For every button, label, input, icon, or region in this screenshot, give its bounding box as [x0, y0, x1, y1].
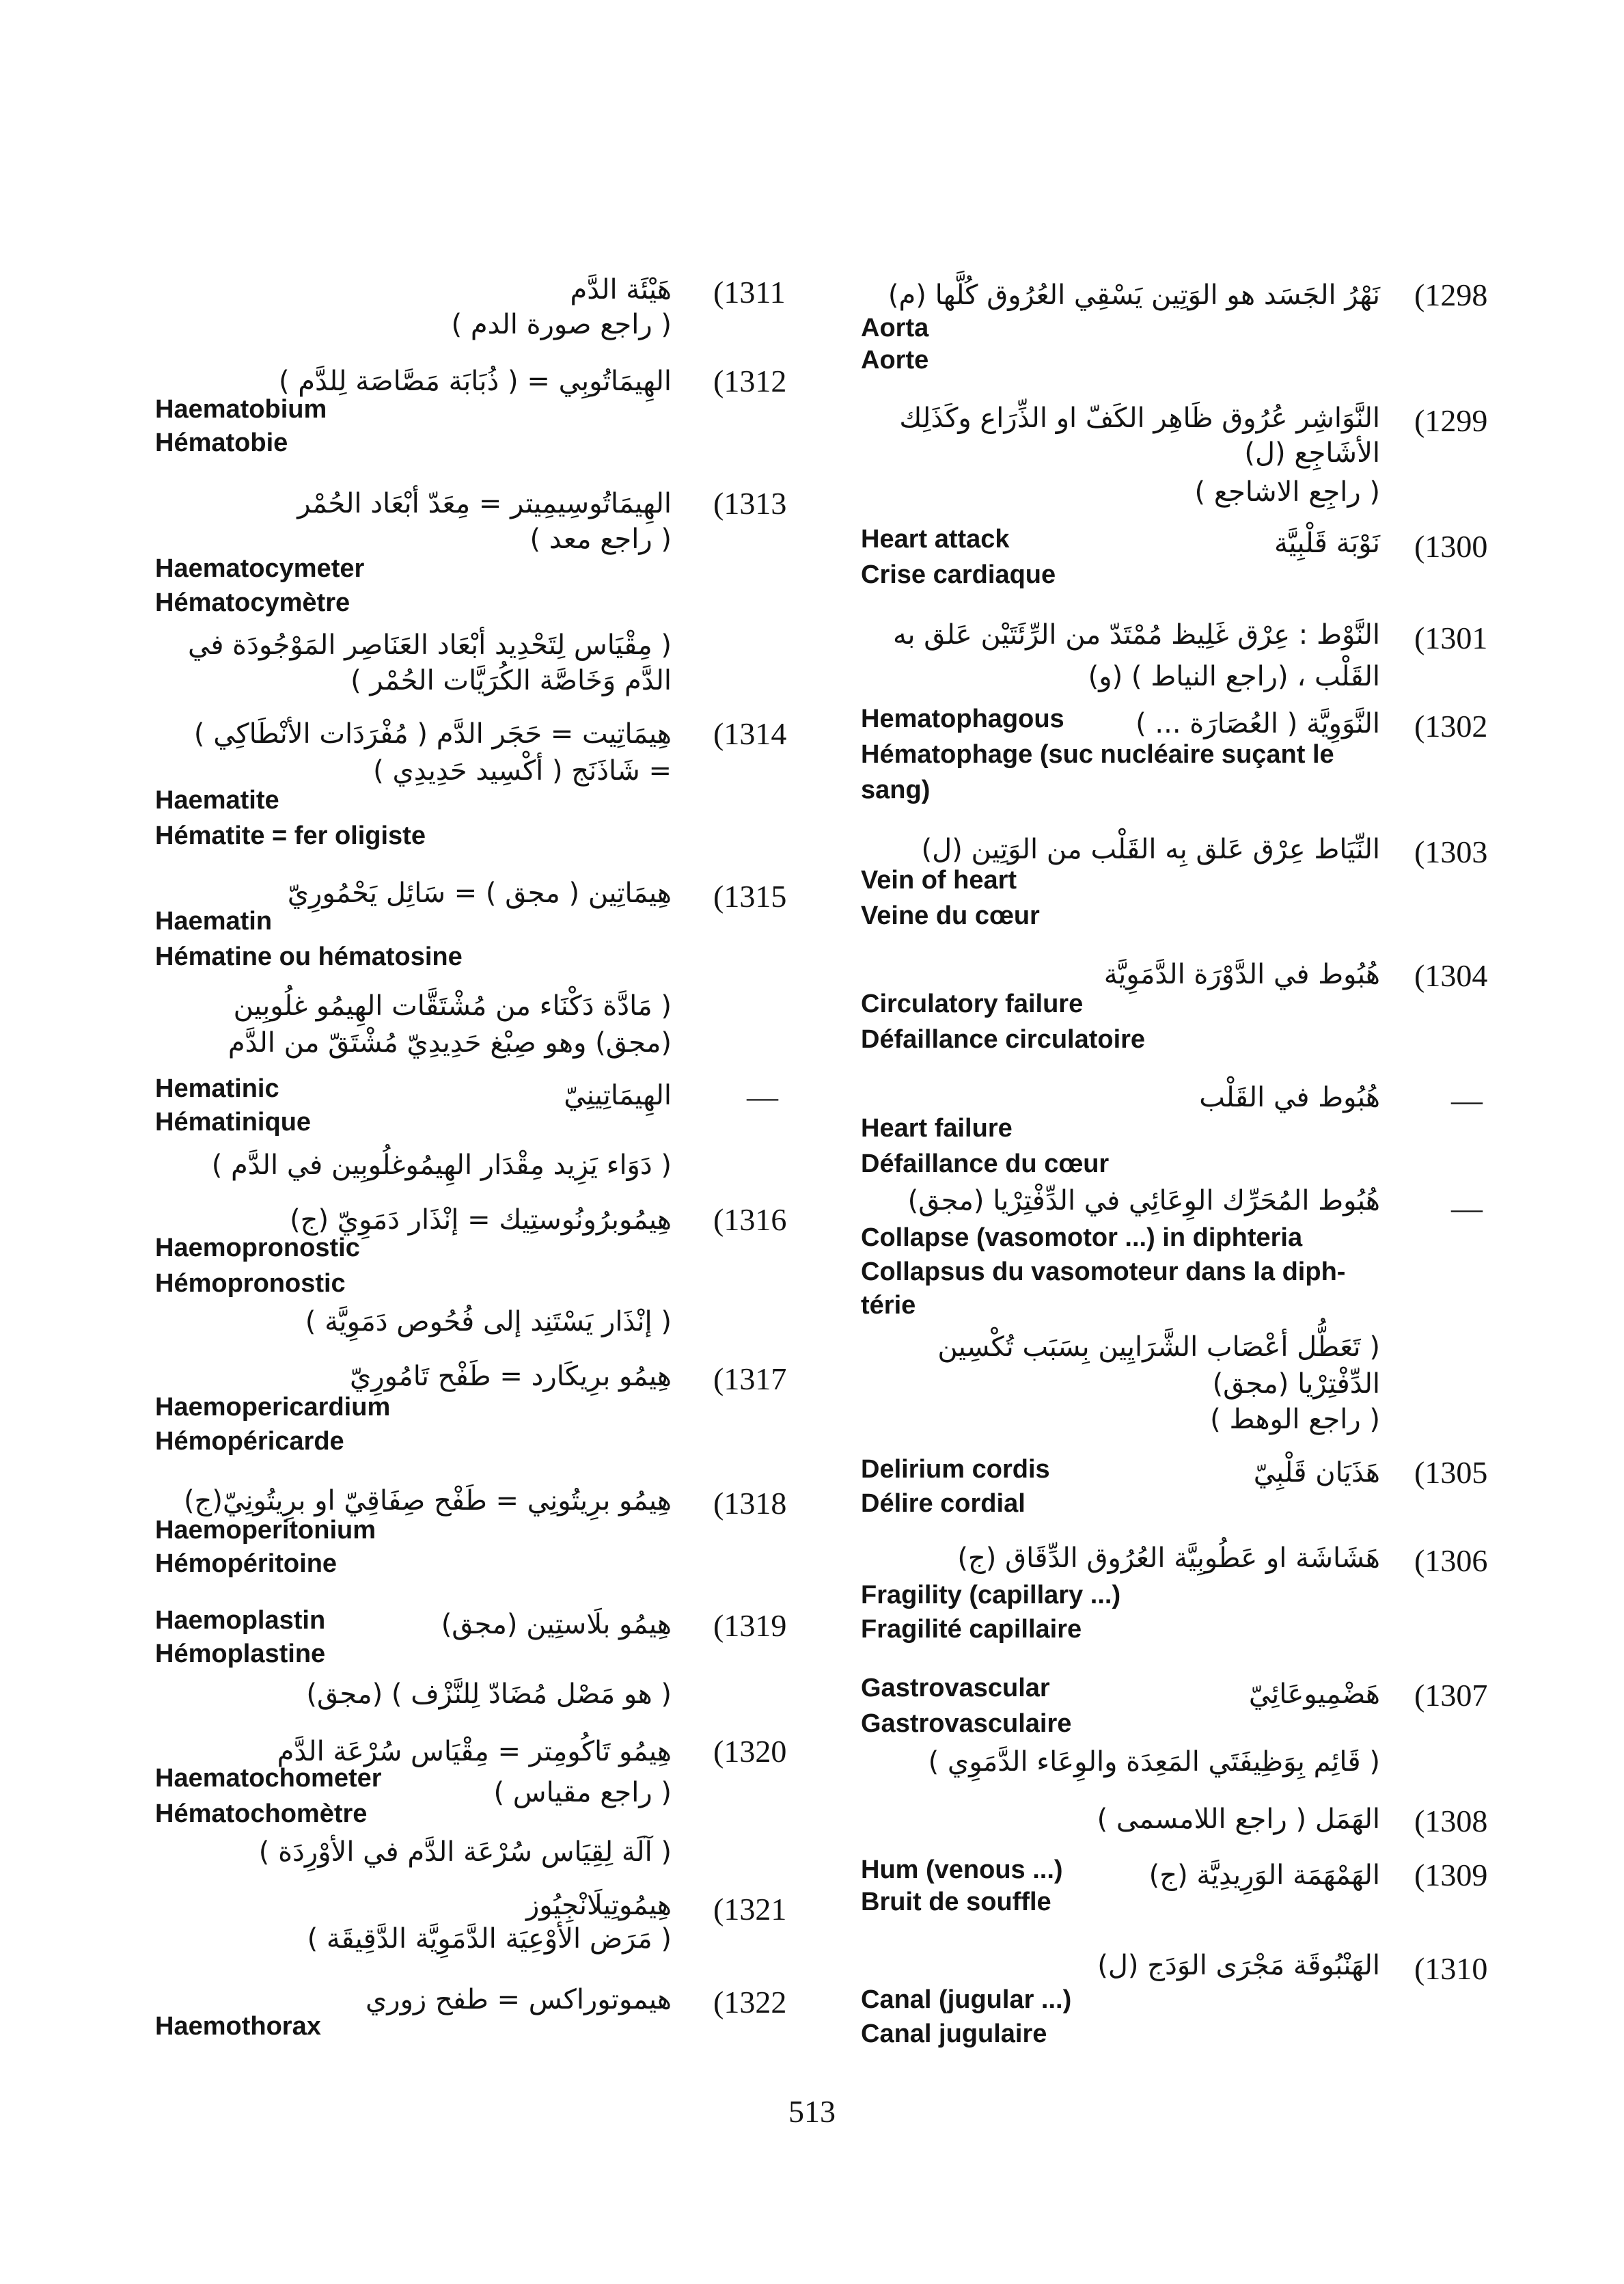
english-term: Hematinic: [155, 1074, 279, 1103]
arabic-term: النَّوْط : عِرْق غَلِيظ مُمْتَدّ من الرِّئَتَيْن عَلق به: [892, 619, 1380, 651]
entry-number: (1318: [713, 1486, 787, 1521]
english-term: Haematocymeter: [155, 554, 365, 583]
english-term: Gastrovascular: [861, 1674, 1050, 1702]
english-term: Heart attack: [861, 525, 1010, 554]
french-term: Crise cardiaque: [861, 560, 1056, 589]
arabic-term: = شَاذَنَج ( أكْسِيد حَدِيدِي ): [373, 755, 672, 787]
english-term: Canal (jugular ...): [861, 1985, 1072, 2014]
entry-number: (1299: [1414, 403, 1488, 438]
arabic-note: ( مِقْيَاس لِتَحْدِيد أبْعَاد العَنَاصِر المَوْجُودَة في: [188, 629, 672, 661]
arabic-cross-reference: ( راجِع الاشاجع ): [1194, 476, 1380, 508]
entry-number: (1308: [1414, 1804, 1488, 1838]
entry-number: (1309: [1414, 1858, 1488, 1892]
arabic-term: هِيمَاتِيت = حَجَر الدَّم ( مُفْرَدَات الأنْطَاكِي ): [193, 718, 672, 750]
english-term: Fragility (capillary ...): [861, 1581, 1121, 1609]
english-term: Circulatory failure: [861, 990, 1084, 1018]
english-term: Hematophagous: [861, 705, 1064, 733]
arabic-term: النِّيَاط عِرْق عَلق بِه القَلْب من الوَتِين (ل): [921, 834, 1380, 865]
entry-number: (1304: [1414, 958, 1488, 993]
english-term: Haemoperitonium: [155, 1516, 376, 1545]
arabic-term: القَلْب ، (راجع النياط ) (و): [1088, 661, 1380, 692]
english-term: Aorta: [861, 314, 929, 342]
arabic-term: الهِيمَاتِينِيّ: [564, 1080, 672, 1111]
arabic-term: نَهْرُ الجَسَد هو الوَتِين يَسْقِي العُرُوق كُلَّها (م): [887, 280, 1380, 311]
english-term: Haematobium: [155, 395, 327, 424]
french-term: Canal jugulaire: [861, 2020, 1047, 2048]
entry-number: (1298: [1414, 277, 1488, 312]
english-term: Haemopronostic: [155, 1234, 360, 1262]
arabic-note: ( دَوَاء يَزِيد مِقْدَار الهِيمُوغلُوبِين في الدَّم ): [211, 1150, 672, 1181]
arabic-term: هُبُوط في الدَّوْرَة الدَّمَوِيَّة: [1103, 959, 1380, 990]
arabic-term: النَّوَاشِر عُرُوق ظَاهِر الكَفّ او الذِّرَاع وكَذَلِك: [899, 403, 1380, 434]
french-term: Hémopéritoine: [155, 1549, 338, 1578]
arabic-note: ( آلَة لِقِيَاس سُرْعَة الدَّم في الأوْرِدَة ): [258, 1836, 672, 1868]
french-term: Hématochomètre: [155, 1799, 368, 1828]
arabic-term: الهِيمَاتُوسِيمِيتر = مِعَدّ أبْعَاد الحُمْر: [297, 488, 672, 519]
entry-number: (1322: [713, 1985, 787, 2020]
arabic-note: ( مَرَض الأوْعِيَة الدَّمَوِيَّة الدَّقِيقَة ): [307, 1923, 672, 1955]
arabic-note: الدَّم وَخَاصَّة الكُرَيَّات الحُمْر ): [350, 665, 672, 696]
arabic-term: هُبُوط المُحَرِّك الوِعَائِي في الدِّفْتِرْيا (مجق): [907, 1185, 1380, 1216]
english-term: Haematochometer: [155, 1764, 382, 1793]
arabic-term: هيموتوراكس = طفح زوري: [365, 1984, 672, 2015]
arabic-cross-reference: ( راجع صورة الدم ): [451, 309, 672, 340]
french-term: Hématocymètre: [155, 588, 350, 617]
arabic-term: الهَمَل ( راجع اللامسمى ): [1097, 1804, 1380, 1835]
arabic-cross-reference: ( راجع الوهط ): [1210, 1404, 1380, 1435]
french-term: Veine du cœur: [861, 901, 1040, 930]
entry-number: (1320: [713, 1734, 787, 1769]
arabic-term: الأشَاجِع (ل): [1244, 437, 1380, 469]
english-term: Haematite: [155, 786, 279, 815]
entry-number: (1313: [713, 486, 787, 521]
french-term: Hémopronostic: [155, 1269, 346, 1298]
french-term: Hématinique: [155, 1108, 312, 1137]
english-term: Delirium cordis: [861, 1455, 1050, 1484]
arabic-term: الهَنْبُوقَة مَجْرَى الوَدَج (ل): [1097, 1950, 1380, 1981]
french-term: Bruit de souffle: [861, 1888, 1051, 1916]
french-term: Hématite = fer oligiste: [155, 821, 426, 850]
entry-number: (1305: [1414, 1455, 1488, 1490]
english-term: Haemopericardium: [155, 1393, 391, 1422]
arabic-term: هِيمُو برِيكَارد = طَفْح تَامُورِيّ: [350, 1361, 672, 1392]
arabic-term: هِيمُو تَاكُومِتر = مِقْيَاس سُرْعَة الدَّم: [277, 1736, 672, 1767]
entry-number: (1319: [713, 1608, 787, 1643]
english-term: Collapse (vasomotor ...) in diphteria: [861, 1223, 1303, 1252]
french-term: Hématine ou hématosine: [155, 942, 463, 971]
entry-number: (1307: [1414, 1678, 1488, 1713]
entry-number: (1316: [713, 1202, 787, 1237]
entry-dash: —: [747, 1079, 778, 1114]
arabic-term: هِيمُو برِيتُونِي = طَفْح صِفَاقِيّ او برِيتُونِيّ(ج): [183, 1485, 672, 1517]
entry-number: (1317: [713, 1361, 787, 1396]
arabic-note: ( قَائِم بِوَظِيفَتَي المَعِدَة والوِعَاء الدَّمَوِي ): [928, 1746, 1380, 1778]
english-term: Heart failure: [861, 1114, 1013, 1143]
entry-number: (1301: [1414, 621, 1488, 655]
arabic-term: هَذَيَان قَلْبِيّ: [1253, 1457, 1380, 1488]
arabic-term: الهَمْهَمَة الوَرِيدِيَّة (ج): [1148, 1860, 1380, 1891]
entry-dash: —: [1451, 1083, 1483, 1117]
english-term: Vein of heart: [861, 866, 1017, 895]
arabic-term: هَضْمِيوعَائِيّ: [1248, 1678, 1380, 1710]
entry-number: (1311: [713, 275, 786, 310]
arabic-note: ( مَادَّة دَكْنَاء من مُشْتَقَّات الهِيمُو غلُوبِين: [233, 990, 672, 1022]
arabic-term: النَّوَوِيَّة ( العُصَارَة ... ): [1136, 708, 1380, 739]
english-term: Haematin: [155, 907, 273, 936]
french-term: Fragilité capillaire: [861, 1615, 1082, 1644]
french-term: Collapsus du vasomoteur dans la diph-: [861, 1257, 1346, 1286]
french-term: Défaillance circulatoire: [861, 1025, 1146, 1054]
english-term: Hum (venous ...): [861, 1855, 1063, 1884]
french-term: sang): [861, 776, 931, 804]
english-term: Haemothorax: [155, 2012, 321, 2041]
french-term: térie: [861, 1291, 916, 1320]
french-term: Délire cordial: [861, 1489, 1026, 1518]
french-term: Hématophage (suc nucléaire suçant le: [861, 740, 1334, 769]
english-term: Haemoplastin: [155, 1606, 326, 1635]
arabic-term: هَيْئَة الدَّم: [570, 274, 672, 305]
arabic-term: هِيمُوتِيلَانْجِيُوز: [525, 1890, 672, 1921]
french-term: Hématobie: [155, 429, 288, 457]
arabic-note: ( هو مَصْل مُضَادّ لِلنَّزْف ) (مجق): [306, 1678, 672, 1710]
arabic-term: هِيمُو بلَاستِين (مجق): [441, 1609, 672, 1640]
entry-dash: —: [1451, 1191, 1483, 1225]
arabic-cross-reference: ( راجع مقياس ): [493, 1777, 672, 1808]
entry-number: (1306: [1414, 1543, 1488, 1578]
entry-number: (1321: [713, 1892, 787, 1927]
arabic-term: هِيمَاتِين ( مجق ) = سَائِل يَحْمُورِيّ: [287, 878, 672, 909]
arabic-note: (مجق) وهو صِبْغ حَدِيدِيّ مُشْتَقّ من الدَّم: [228, 1027, 672, 1059]
french-term: Gastrovasculaire: [861, 1709, 1072, 1738]
arabic-note: الدِّفْتِرْيا (مجق): [1212, 1368, 1380, 1400]
french-term: Hémoplastine: [155, 1640, 326, 1668]
page-number: 513: [788, 2094, 836, 2129]
entry-number: (1315: [713, 879, 787, 914]
entry-number: (1300: [1414, 529, 1488, 564]
entry-number: (1314: [713, 716, 787, 751]
arabic-cross-reference: ( راجع معد ): [529, 524, 672, 555]
entry-number: (1303: [1414, 834, 1488, 869]
french-term: Aorte: [861, 346, 929, 375]
arabic-term: الهِيمَاتُوبِي = ( ذُبَابَة مَصَّاصَة لِلدَّم ): [278, 366, 672, 397]
entry-number: (1310: [1414, 1951, 1488, 1986]
arabic-term: نَوْبَة قَلْبِيَّة: [1274, 528, 1380, 559]
arabic-note: ( إنْذَار يَسْتَنِد إلى فُحُوص دَمَوِيَّة ): [305, 1306, 672, 1337]
arabic-note: ( تَعَطُّل أعْصَاب الشَّرَايِين بِسَبَب تُكْسِين: [937, 1331, 1380, 1363]
arabic-term: هِيمُوبرُونُوستِيك = إنْذَار دَمَوِيّ (ج): [290, 1204, 672, 1236]
entry-number: (1312: [713, 364, 787, 398]
arabic-term: هَشَاشَة او عَطُوبِيَّة العُرُوق الدِّقَاق (ج): [957, 1542, 1380, 1574]
french-term: Hémopéricarde: [155, 1427, 344, 1456]
arabic-term: هُبُوط في القَلْب: [1199, 1082, 1380, 1113]
entry-number: (1302: [1414, 709, 1488, 744]
french-term: Défaillance du cœur: [861, 1150, 1110, 1178]
